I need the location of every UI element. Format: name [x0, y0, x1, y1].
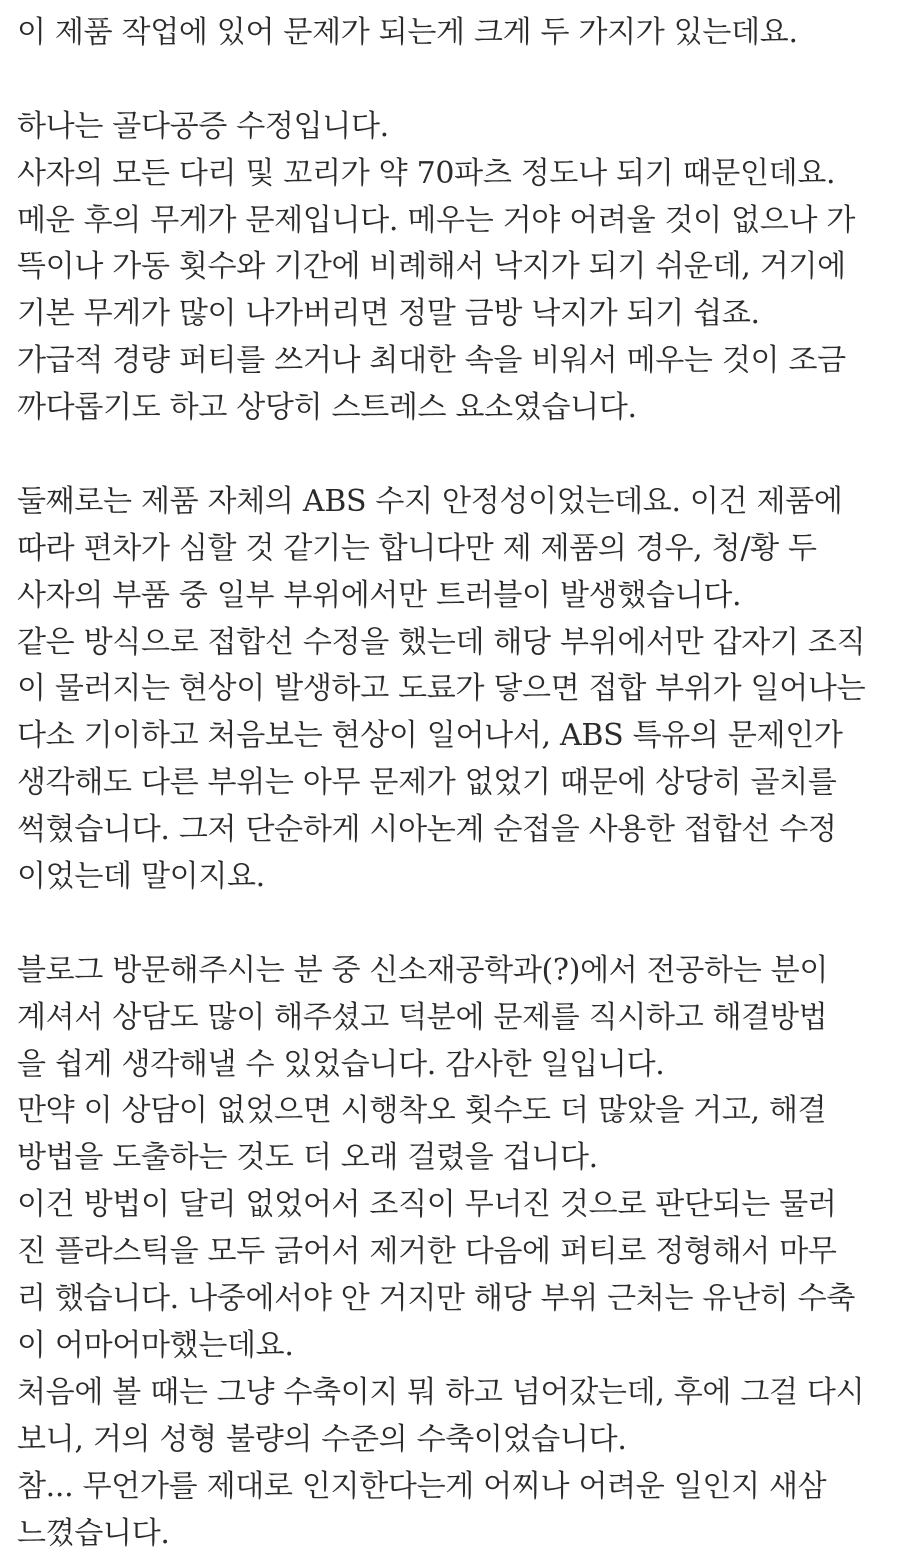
paragraph-resolution	[17, 948, 882, 1558]
text-line: 까다롭기도 하고 상당히 스트레스 요소였습니다.	[17, 390, 637, 426]
text-line: 만약 이 상담이 없었으면 시행착오 횟수도 더 많았을 거고, 해결	[17, 1093, 827, 1129]
text-line: 방법을 도출하는 것도 더 오래 걸렸을 겁니다.	[17, 1140, 598, 1176]
text-line: 사자의 부품 중 일부 부위에서만 트러블이 발생했습니다.	[17, 577, 742, 613]
text-line: 이었는데 말이지요.	[17, 859, 265, 895]
text-line: 을 쉽게 생각해낼 수 있었습니다. 감사한 일입니다.	[17, 1046, 665, 1082]
paragraph-first-issue	[17, 104, 882, 432]
text-line: 이건 방법이 달리 없었어서 조직이 무너진 것으로 판단되는 물러	[17, 1187, 837, 1223]
text-line: 보니, 거의 성형 불량의 수준의 수축이었습니다.	[17, 1421, 627, 1457]
text-line: 이 어마어마했는데요.	[17, 1327, 294, 1363]
text-line: 진 플라스틱을 모두 긁어서 제거한 다음에 퍼티로 정형해서 마무	[17, 1234, 837, 1270]
text-line: 같은 방식으로 접합선 수정을 했는데 해당 부위에서만 갑자기 조직	[17, 624, 866, 660]
text-line: 리 했습니다. 나중에서야 안 거지만 해당 부위 근처는 유난히 수축	[17, 1281, 856, 1317]
text-line: 기본 무게가 많이 나가버리면 정말 금방 낙지가 되기 쉽죠.	[17, 296, 760, 332]
paragraph-second-issue	[17, 479, 882, 901]
paragraph-intro	[17, 10, 882, 57]
text-line: 계셔서 상담도 많이 해주셨고 덕분에 문제를 직시하고 해결방법	[17, 999, 828, 1035]
paragraph-spacer	[17, 57, 882, 104]
text-line: 이 제품 작업에 있어 문제가 되는게 크게 두 가지가 있는데요.	[17, 15, 798, 50]
text-line: 뜩이나 가동 횟수와 기간에 비례해서 낙지가 되기 쉬운데, 거기에	[17, 249, 846, 285]
text-line: 이 물러지는 현상이 발생하고 도료가 닿으면 접합 부위가 일어나는	[17, 671, 866, 707]
text-line: 느꼈습니다.	[17, 1515, 170, 1551]
text-line: 다소 기이하고 처음보는 현상이 일어나서, ABS 특유의 문제인가	[17, 718, 843, 754]
paragraph-spacer	[17, 901, 882, 948]
text-line: 메운 후의 무게가 문제입니다. 메우는 거야 어려울 것이 없으나 가	[17, 202, 856, 238]
text-line: 하나는 골다공증 수정입니다.	[17, 108, 389, 144]
text-line: 둘째로는 제품 자체의 ABS 수지 안정성이었는데요. 이건 제품에	[17, 483, 843, 519]
paragraph-spacer	[17, 432, 882, 479]
text-line: 썩혔습니다. 그저 단순하게 시아논계 순접을 사용한 접합선 수정	[17, 812, 837, 848]
text-line: 참... 무언가를 제대로 인지한다는게 어찌나 어려운 일인지 새삼	[17, 1468, 827, 1504]
text-line: 처음에 볼 때는 그냥 수축이지 뭐 하고 넘어갔는데, 후에 그걸 다시	[17, 1374, 865, 1410]
text-line: 가급적 경량 퍼티를 쓰거나 최대한 속을 비워서 메우는 것이 조금	[17, 343, 846, 379]
text-line: 따라 편차가 심할 것 같기는 합니다만 제 제품의 경우, 청/황 두	[17, 530, 817, 566]
text-line: 블로그 방문해주시는 분 중 신소재공학과(?)에서 전공하는 분이	[17, 952, 829, 988]
text-line: 사자의 모든 다리 및 꼬리가 약 70파츠 정도나 되기 때문인데요.	[17, 155, 836, 191]
text-line: 생각해도 다른 부위는 아무 문제가 없었기 때문에 상당히 골치를	[17, 765, 837, 801]
